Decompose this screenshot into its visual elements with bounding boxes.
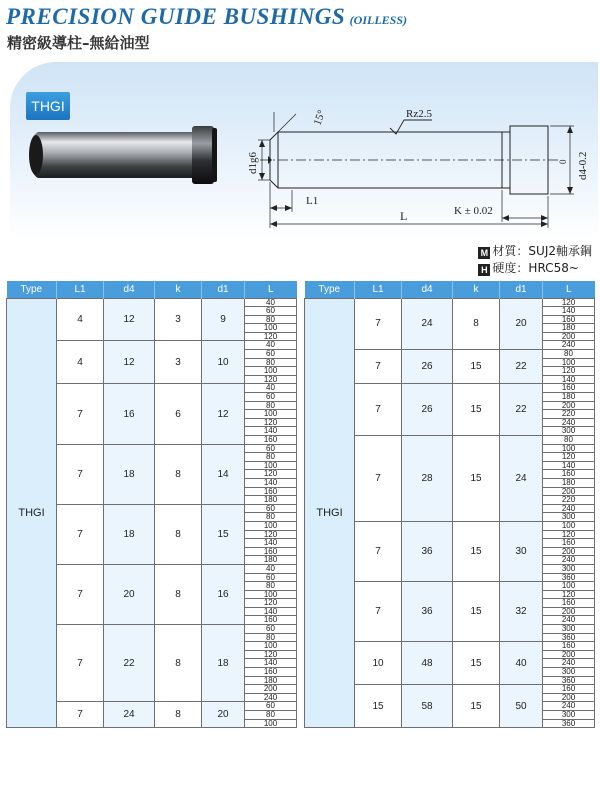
type-cell: THGI [7, 298, 57, 728]
hardness-box-icon: H [478, 264, 490, 276]
length-cell: 160 [245, 547, 297, 556]
length-cell: 140 [245, 478, 297, 487]
length-cell: 40 [245, 298, 297, 307]
d4-cell: 20 [104, 564, 155, 624]
L1-cell: 7 [355, 436, 402, 522]
material-spec [478, 243, 592, 277]
k-cell: 15 [453, 350, 500, 384]
length-cell: 140 [245, 659, 297, 668]
L1-cell: 4 [57, 341, 104, 384]
d1-cell: 20 [500, 298, 543, 350]
d4-cell: 22 [104, 625, 155, 702]
length-cell: 60 [245, 444, 297, 453]
length-cell: 120 [245, 332, 297, 341]
length-cell: 240 [543, 616, 595, 625]
header-d4: d4 [104, 281, 155, 298]
header-L1: L1 [57, 281, 104, 298]
L1-cell: 4 [57, 298, 104, 341]
length-cell: 120 [543, 530, 595, 539]
length-cell: 60 [245, 702, 297, 711]
length-cell: 100 [245, 410, 297, 419]
length-cell: 160 [543, 315, 595, 324]
length-cell: 160 [245, 616, 297, 625]
L1-cell: 7 [355, 521, 402, 581]
length-cell: 220 [543, 496, 595, 505]
length-cell: 120 [543, 590, 595, 599]
length-cell: 300 [543, 427, 595, 436]
d1-cell: 16 [202, 564, 245, 624]
k-cell: 15 [453, 685, 500, 728]
length-cell: 60 [245, 625, 297, 634]
length-cell: 120 [245, 470, 297, 479]
page-title-row [6, 4, 407, 30]
length-cell: 140 [245, 427, 297, 436]
L1-cell: 7 [57, 384, 104, 444]
d4-cell: 58 [402, 685, 453, 728]
length-cell: 300 [543, 564, 595, 573]
length-cell: 240 [543, 418, 595, 427]
d1-cell: 9 [202, 298, 245, 341]
length-cell: 360 [543, 573, 595, 582]
table-header-row [305, 281, 595, 298]
header-d1: d1 [202, 281, 245, 298]
left-dimension-table [6, 281, 297, 728]
d1-cell: 15 [202, 504, 245, 564]
right-dimension-table [304, 281, 595, 728]
length-cell: 200 [245, 685, 297, 694]
length-cell: 120 [245, 418, 297, 427]
length-cell: 180 [543, 324, 595, 333]
length-cell: 120 [543, 298, 595, 307]
header-type: Type [305, 281, 355, 298]
K-dimension-label: K ± 0.02 [454, 205, 493, 217]
d4-cell: 36 [402, 521, 453, 581]
dimension-drawing [232, 104, 594, 230]
d4-cell: 18 [104, 504, 155, 564]
L1-cell: 10 [355, 642, 402, 685]
length-cell: 200 [543, 693, 595, 702]
header-L1: L1 [355, 281, 402, 298]
page-subtitle: 精密級導柱–無給油型 [7, 34, 150, 52]
length-cell: 160 [245, 668, 297, 677]
material-box-icon: M [478, 247, 490, 259]
roughness-label: Rz2.5 [406, 108, 432, 120]
length-cell: 60 [245, 393, 297, 402]
k-cell: 8 [155, 702, 202, 728]
length-cell: 240 [543, 702, 595, 711]
d4-cell: 26 [402, 384, 453, 436]
length-cell: 180 [245, 556, 297, 565]
d4-cell: 26 [402, 350, 453, 384]
length-cell: 300 [543, 625, 595, 634]
k-cell: 8 [453, 298, 500, 350]
L1-cell: 7 [57, 702, 104, 728]
header-d1: d1 [500, 281, 543, 298]
d1-cell: 22 [500, 384, 543, 436]
length-cell: 160 [245, 487, 297, 496]
k-cell: 15 [453, 384, 500, 436]
product-code-badge: THGI [26, 92, 70, 120]
length-cell: 360 [543, 633, 595, 642]
length-cell: 80 [245, 582, 297, 591]
length-cell: 100 [543, 521, 595, 530]
d1-cell: 10 [202, 341, 245, 384]
length-cell: 200 [543, 607, 595, 616]
d4-cell: 36 [402, 582, 453, 642]
length-cell: 80 [245, 358, 297, 367]
length-cell: 160 [543, 470, 595, 479]
length-cell: 200 [543, 487, 595, 496]
length-cell: 100 [245, 719, 297, 728]
length-cell: 60 [245, 573, 297, 582]
hardness-text: 硬度：HRC58~ [492, 261, 579, 275]
length-cell: 40 [245, 384, 297, 393]
length-cell: 100 [245, 324, 297, 333]
length-cell: 40 [245, 564, 297, 573]
length-cell: 160 [543, 384, 595, 393]
length-cell: 140 [543, 461, 595, 470]
d1-cell: 24 [500, 436, 543, 522]
length-cell: 180 [245, 496, 297, 505]
length-cell: 80 [245, 513, 297, 522]
header-d4: d4 [402, 281, 453, 298]
length-cell: 240 [543, 504, 595, 513]
k-cell: 15 [453, 582, 500, 642]
length-cell: 80 [245, 633, 297, 642]
length-cell: 120 [245, 530, 297, 539]
length-cell: 140 [543, 375, 595, 384]
d1-cell: 20 [202, 702, 245, 728]
L1-cell: 7 [355, 298, 402, 350]
length-cell: 60 [245, 307, 297, 316]
d1-cell: 22 [500, 350, 543, 384]
length-cell: 100 [245, 367, 297, 376]
d1-cell: 40 [500, 642, 543, 685]
length-cell: 60 [245, 504, 297, 513]
header-k: k [453, 281, 500, 298]
L1-cell: 7 [355, 350, 402, 384]
length-cell: 60 [245, 350, 297, 359]
length-cell: 100 [543, 444, 595, 453]
length-cell: 120 [245, 650, 297, 659]
d4-cell: 28 [402, 436, 453, 522]
d4-cell: 24 [104, 702, 155, 728]
table-row [305, 298, 595, 307]
d4-cell: 12 [104, 298, 155, 341]
length-cell: 100 [245, 590, 297, 599]
type-cell: THGI [305, 298, 355, 728]
L1-cell: 7 [57, 625, 104, 702]
length-cell: 300 [543, 513, 595, 522]
L1-cell: 7 [57, 444, 104, 504]
d4-cell: 18 [104, 444, 155, 504]
length-cell: 100 [245, 642, 297, 651]
length-cell: 360 [543, 676, 595, 685]
length-cell: 300 [543, 668, 595, 677]
length-cell: 120 [543, 367, 595, 376]
length-cell: 160 [543, 685, 595, 694]
k-cell: 8 [155, 444, 202, 504]
k-cell: 8 [155, 564, 202, 624]
length-cell: 80 [245, 315, 297, 324]
length-cell: 120 [245, 375, 297, 384]
length-cell: 100 [245, 521, 297, 530]
table-header-row [7, 281, 297, 298]
d1-cell: 32 [500, 582, 543, 642]
length-cell: 240 [543, 341, 595, 350]
L1-cell: 7 [57, 504, 104, 564]
product-photo [26, 122, 226, 190]
length-cell: 100 [543, 358, 595, 367]
d1-cell: 12 [202, 384, 245, 444]
length-cell: 160 [543, 599, 595, 608]
d4-cell: 12 [104, 341, 155, 384]
length-cell: 140 [245, 607, 297, 616]
k-cell: 15 [453, 642, 500, 685]
length-cell: 200 [543, 401, 595, 410]
length-cell: 180 [543, 478, 595, 487]
length-cell: 300 [543, 711, 595, 720]
L1-dimension-label: L1 [306, 195, 319, 207]
length-cell: 240 [245, 693, 297, 702]
L1-cell: 7 [355, 582, 402, 642]
L1-cell: 15 [355, 685, 402, 728]
length-cell: 200 [543, 650, 595, 659]
length-cell: 120 [543, 453, 595, 462]
length-cell: 160 [543, 642, 595, 651]
d4-cell: 48 [402, 642, 453, 685]
d4-cell: 16 [104, 384, 155, 444]
material-line [478, 243, 592, 260]
length-cell: 180 [245, 676, 297, 685]
k-cell: 15 [453, 521, 500, 581]
length-cell: 80 [245, 453, 297, 462]
length-cell: 120 [245, 599, 297, 608]
length-cell: 240 [543, 556, 595, 565]
header-L: L [245, 281, 297, 298]
length-cell: 200 [543, 332, 595, 341]
length-cell: 100 [543, 582, 595, 591]
length-cell: 180 [543, 393, 595, 402]
d1-cell: 30 [500, 521, 543, 581]
length-cell: 80 [245, 401, 297, 410]
length-cell: 160 [543, 539, 595, 548]
length-cell: 80 [543, 350, 595, 359]
length-cell: 220 [543, 410, 595, 419]
d1-cell: 50 [500, 685, 543, 728]
length-cell: 200 [543, 547, 595, 556]
L1-cell: 7 [57, 564, 104, 624]
header-type: Type [7, 281, 57, 298]
length-cell: 40 [245, 341, 297, 350]
length-cell: 240 [543, 659, 595, 668]
page-title: PRECISION GUIDE BUSHINGS [6, 4, 346, 29]
length-cell: 360 [543, 719, 595, 728]
k-cell: 8 [155, 504, 202, 564]
length-cell: 160 [245, 436, 297, 445]
L1-cell: 7 [355, 384, 402, 436]
k-cell: 15 [453, 436, 500, 522]
length-cell: 100 [245, 461, 297, 470]
angle-label: 15° [311, 108, 329, 128]
L-dimension-label: L [400, 209, 408, 223]
length-cell: 80 [543, 436, 595, 445]
k-cell: 6 [155, 384, 202, 444]
length-cell: 140 [543, 307, 595, 316]
d1-dimension-label: d1g6 [247, 152, 259, 174]
material-text: 材質：SUJ2軸承鋼 [492, 244, 592, 258]
table-row [7, 298, 297, 307]
d4-cell: 24 [402, 298, 453, 350]
d1-cell: 14 [202, 444, 245, 504]
length-cell: 140 [245, 539, 297, 548]
d4-dimension-label: d4-0.2 [577, 151, 589, 180]
d4-upper-tolerance: 0 [558, 159, 568, 164]
k-cell: 3 [155, 298, 202, 341]
page-title-suffix: (OILLESS) [349, 13, 407, 27]
hardness-line [478, 260, 592, 277]
length-cell: 80 [245, 711, 297, 720]
header-k: k [155, 281, 202, 298]
k-cell: 8 [155, 625, 202, 702]
d1-cell: 18 [202, 625, 245, 702]
k-cell: 3 [155, 341, 202, 384]
header-L: L [543, 281, 595, 298]
